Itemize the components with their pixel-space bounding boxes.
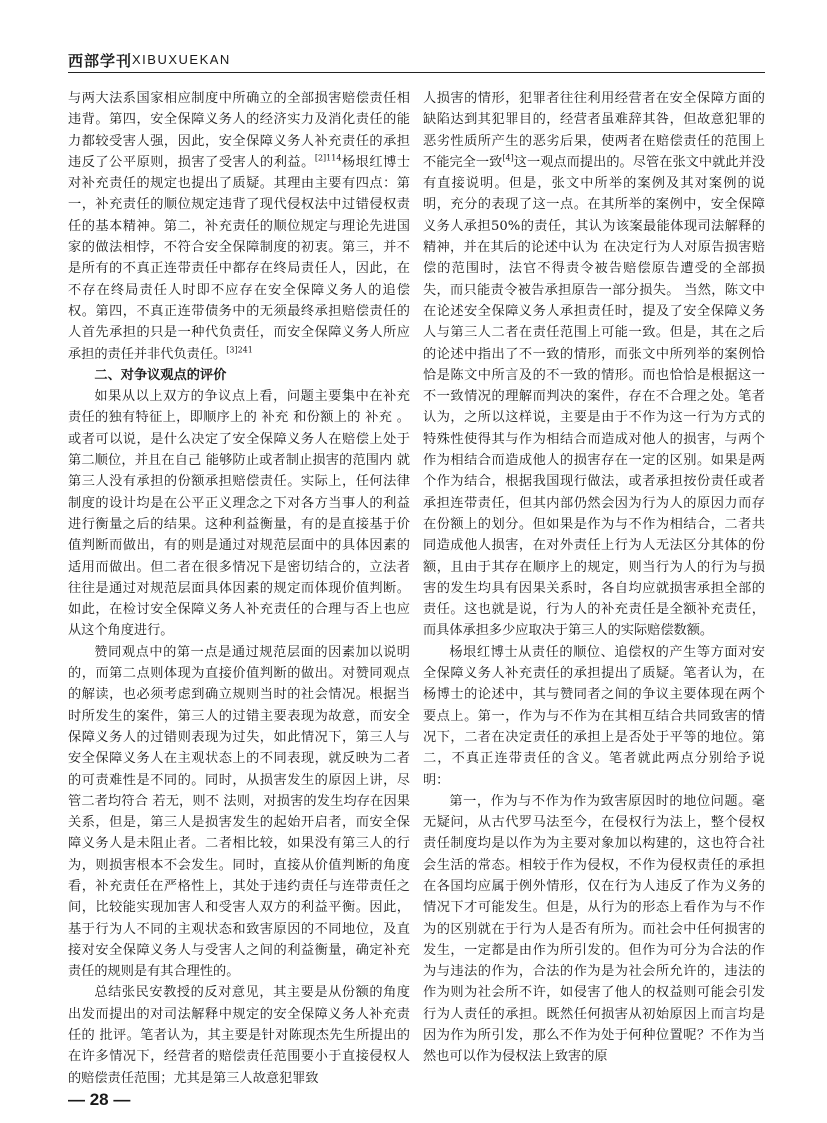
- section-heading: 二、对争议观点的评价: [94, 367, 227, 383]
- paragraph: 赞同观点中的第一点是通过规范层面的因素加以说明的，而第二点则体现为直接价值判断的做出。对赞同观点的解读，也必须考虑到确立规则当时的社会情况。根据当时所发生的案件，第三人的过错主要表现为故意，而安全保障义务人的过错则表现为过失，如此情况下，第三人与安全保障义务人在主观状态上的不同表现，就反映为二者的可责难性是不同的。同时，从损害发生的原因上讲，尽管二者均符合 若无，则不 法则，对损害的发生均存在因果关系，但是，第三人是损害发生的起始开启者，而安全保障义务人是未阻止者。二者相比较，如果没有第三人的行为，则损害根本不会发生。同时，直接从价值判断的角度看，补充责任在严格性上，其处于违约责任与连带责任之间，比较能实现加害人和受害人双方的利益平衡。因此，基于行为人不同的主观状态和致害原因的不同地位，及直接对安全保障义务人与受害人之间的利益衡量，确定补充责任的规则是有其合理性的。: [68, 644, 410, 980]
- citation: [4]: [502, 153, 514, 163]
- paragraph: 人损害的情形，犯罪者往往利用经营者在安全保障方面的缺陷达到其犯罪目的，经营者虽难辞其咎，但故意犯罪的恶劣性质所产生的恶劣后果，使两者在赔偿责任的范围上不能完全一致[4]这一观点而提出的。尽管在张文中就此并没有直接说明。但是，张文中所举的案例及其对案例的说明，充分的表现了这一点。在其所举的案例中，安全保障义务人承担50%的责任，其认为该案最能体现司法解释的精神，并在其后的论述中认为 在决定行为人对原告损害赔偿的范围时，法官不得责令被告赔偿原告遭受的全部损失，而只能责令被告承担原告一部分损失。 当然，陈文中在论述安全保障义务人承担责任时，提及了安全保障义务人与第三人二者在责任范围上可能一致。但是，其在之后的论述中指出了不一致的情形，而张文中所列举的案例恰恰是陈文中所言及的不一致的情形。而也恰恰是根据这一不一致情况的理解而判决的案件，存在不合理之处。笔者认为，之所以这样说，主要是由于不作为这一行为方式的特殊性使得其与作为相结合而造成对他人的损害，与两个作为相结合而造成他人的损害存在一定的区别。如果是两个作为结合，根据我国现行做法，或者承担按份责任或者承担连带责任，但其内部仍然会因为行为人的原因力而存在份额上的划分。但如果是作为与不作为相结合，二者共同造成他人损害，在对外责任上行为人无法区分其体的份额，且由于其存在顺序上的规定，则当行为人的行为与损害的发生均具有因果关系时，各自均应就损害承担全部的责任。这也就是说，行为人的补充责任是全额补充责任，而具体承担多少应取决于第三人的实际赔偿数额。: [423, 91, 766, 639]
- paragraph: 第一，作为与不作为作为致害原因时的地位问题。毫无疑问，从古代罗马法至今，在侵权行为法上，整个侵权责任制度均是以作为为主要对象加以构建的，这也符合社会生活的常态。相较于作为侵权，不作为侵权责任的承担在各国均应属于例外情形，仅在行为人违反了作为义务的情况下才可能发生。但是，从行为的形态上看作为与不作为的区别就在于行为人是否有所为。而社会中任何损害的发生，一定都是由作为所引发的。但作为可分为合法的作为与违法的作为，合法的作为是为社会所允许的，违法的作为则为社会所不许，如侵害了他人的权益则可能会引发行为人责任的承担。既然任何损害从初始原因上而言均是因为作为所引发，那么不作为处于何种位置呢？不作为当然也可以作为侵权法上致害的原: [423, 793, 765, 1065]
- right-column: [423, 88, 765, 1078]
- paragraph: 如果从以上双方的争议点上看，问题主要集中在补充责任的独有特征上，即顺序上的 补充 和份额上的 补充 。或者可以说，是什么决定了安全保障义务人在赔偿上处于第二顺位，并且在自己 能够防止或者制止损害的范围内 就第三人没有承担的份额承担赔偿责任。实际上，任何法律制度的设计均是在公平正义理念之下对各方当事人的利益进行衡量之后的结果。这种利益衡量，有的是直接基于价值判断而做出，有的则是通过对规范层面中的具体因素的适用而做出。但二者在很多情况下是密切结合的，立法者往往是通过对规范层面具体因素的规定而体现价值判断。如此，在检讨安全保障义务人补充责任的合理与否上也应从这个角度进行。: [68, 389, 410, 639]
- paragraph: 与两大法系国家相应制度中所确立的全部损害赔偿责任相违背。第四，安全保障义务人的经济实力及消化责任的能力都较受害人强，因此，安全保障义务人补充责任的承担违反了公平原则，损害了受害人的利益。$^{[2]114}$杨垠红博士对补充责任的规定也提出了质疑。其理由主要有四点：第一，补充责任的顺位规定违背了现代侵权法中过错侵权责任的基本精神。第二，补充责任的顺位规定与理论先进国家的做法相悖，不符合安全保障制度的初衷。第三，并不是所有的不真正连带责任中都存在终局责任人，因此，在不存在终局责任人时即不应存在安全保障义务人的追偿权。第四，不真正连带债务中的无须最终承担赔偿责任的人首先承担的只是一种代负责任，而安全保障义务人所应承担的责任并非代负责任。$^{[3]241}$: [68, 91, 411, 362]
- citation: [2]114: [314, 153, 342, 163]
- header-rule: [68, 72, 765, 73]
- paragraph: 杨垠红博士从责任的顺位、追偿权的产生等方面对安全保障义务人补充责任的承担提出了质疑。笔者认为，在杨博士的论述中，其与赞同者之间的争议主要体现在两个要点上。第一，作为与不作为在其相互结合共同致害的情况下，二者在决定责任的承担上是否处于平等的地位。第二，不真正连带责任的含义。笔者就此两点分别给予说明：: [423, 644, 765, 788]
- left-column: [68, 88, 411, 1086]
- paragraph: 总结张民安教授的反对意见，其主要是从份额的角度出发而提出的对司法解释中规定的安全保障义务人补充责任的 批评。笔者认为，其主要是针对陈现杰先生所提出的 在许多情况下，经营者的赔偿责任范围要小于直接侵权人的赔偿责任范围；尤其是第三人故意犯罪致: [68, 985, 410, 1086]
- running-header: [68, 48, 765, 74]
- journal-pinyin: XIBUXUEKAN: [132, 52, 231, 67]
- citation: [3]241: [226, 345, 253, 355]
- journal-title: 西部学刊: [68, 52, 133, 70]
- page-number: — 28 —: [68, 1090, 131, 1109]
